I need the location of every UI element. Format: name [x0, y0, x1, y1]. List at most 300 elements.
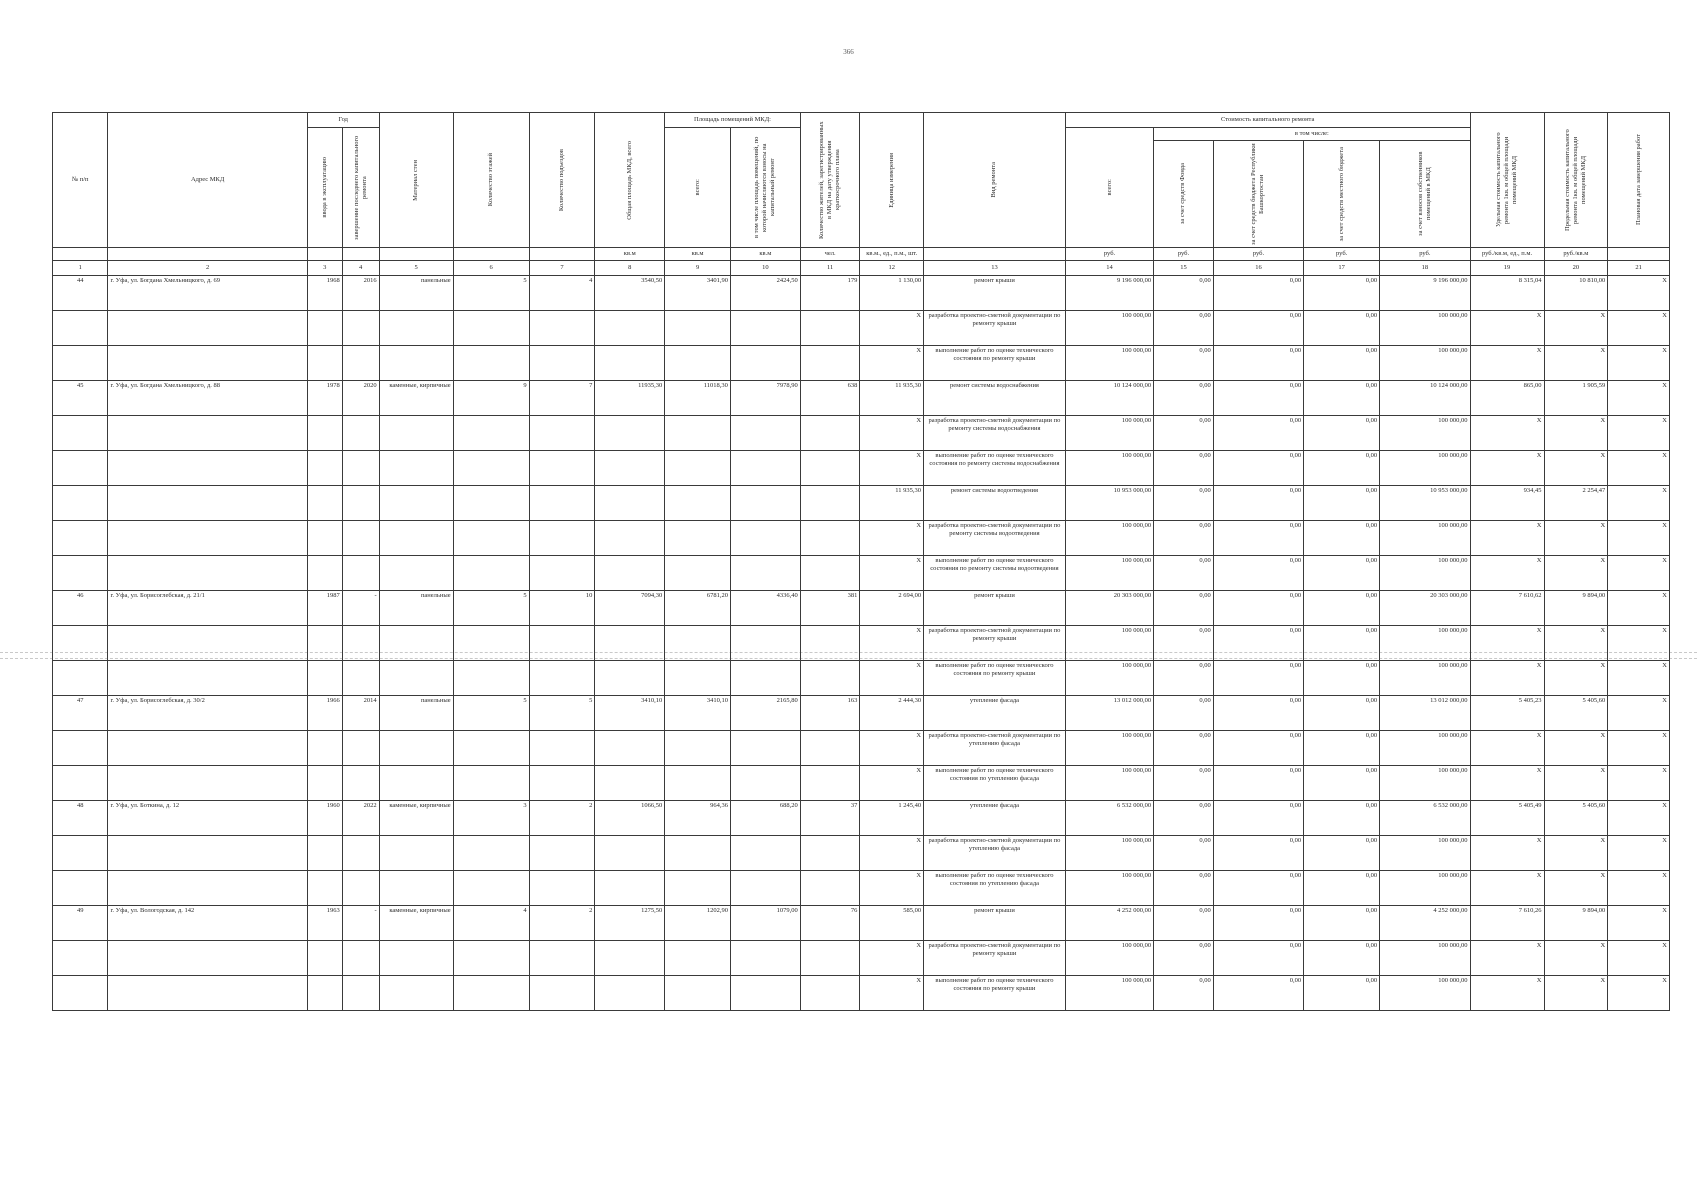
total-area-cell: [595, 731, 665, 766]
unit-value-cell: 1 130,00: [860, 276, 924, 311]
cost-total-cell: 100 000,00: [1065, 416, 1153, 451]
entrances-cell: 10: [529, 591, 595, 626]
header-total-area: Общая площадь МКД, всего: [595, 113, 665, 248]
year-commission-cell: [307, 871, 342, 906]
max-cost-cell: X: [1544, 661, 1608, 696]
local-budget-cell: 0,00: [1304, 731, 1380, 766]
total-area-cell: [595, 976, 665, 1011]
unit-value-cell: 11 935,30: [860, 381, 924, 416]
total-area-cell: 7094,30: [595, 591, 665, 626]
row-number: [53, 486, 108, 521]
entrances-cell: [529, 661, 595, 696]
wall-material-cell: панельные: [379, 696, 453, 731]
cost-total-cell: 10 953 000,00: [1065, 486, 1153, 521]
cost-total-cell: 100 000,00: [1065, 521, 1153, 556]
year-commission-cell: 1963: [307, 906, 342, 941]
row-number: 47: [53, 696, 108, 731]
wall-material-cell: [379, 346, 453, 381]
address-cell: [108, 521, 307, 556]
specific-cost-cell: X: [1470, 941, 1544, 976]
row-number: [53, 731, 108, 766]
row-number: 49: [53, 906, 108, 941]
year-commission-cell: [307, 661, 342, 696]
total-area-cell: [595, 416, 665, 451]
cost-total-cell: 100 000,00: [1065, 346, 1153, 381]
entrances-cell: [529, 731, 595, 766]
plan-date-cell: X: [1608, 521, 1670, 556]
premises-resident-cell: [730, 311, 800, 346]
column-index-cell: 20: [1544, 261, 1608, 276]
address-cell: [108, 941, 307, 976]
specific-cost-cell: X: [1470, 346, 1544, 381]
address-cell: [108, 766, 307, 801]
plan-date-cell: X: [1608, 591, 1670, 626]
plan-date-cell: X: [1608, 416, 1670, 451]
total-area-cell: 3540,50: [595, 276, 665, 311]
column-index-cell: 15: [1154, 261, 1214, 276]
table-row: [53, 906, 1670, 941]
premises-resident-cell: [730, 941, 800, 976]
repair-type-cell: ремонт крыши: [924, 591, 1066, 626]
rb-budget-cell: 0,00: [1213, 801, 1303, 836]
rb-budget-cell: 0,00: [1213, 311, 1303, 346]
repair-type-cell: ремонт системы водоснабжения: [924, 381, 1066, 416]
address-cell: [108, 626, 307, 661]
unit-cell: [342, 248, 379, 261]
fund-cell: 0,00: [1154, 311, 1214, 346]
wall-material-cell: [379, 486, 453, 521]
header-premises-resident: в том числе площадь помещений, по которой начисляются взносы на капитальный ремонт: [730, 128, 800, 248]
repair-type-cell: разработка проектно-сметной документации по утеплению фасада: [924, 836, 1066, 871]
address-cell: [108, 976, 307, 1011]
max-cost-cell: X: [1544, 416, 1608, 451]
header-floors: Количество этажей: [453, 113, 529, 248]
year-commission-cell: [307, 626, 342, 661]
plan-date-cell: X: [1608, 976, 1670, 1011]
local-budget-cell: 0,00: [1304, 941, 1380, 976]
residents-cell: [800, 626, 860, 661]
max-cost-cell: X: [1544, 836, 1608, 871]
premises-resident-cell: [730, 626, 800, 661]
address-cell: г. Уфа, ул. Борисоглебская, д. 21/1: [108, 591, 307, 626]
residents-cell: [800, 451, 860, 486]
residents-cell: [800, 836, 860, 871]
wall-material-cell: [379, 836, 453, 871]
premises-resident-cell: [730, 486, 800, 521]
address-cell: [108, 661, 307, 696]
specific-cost-cell: X: [1470, 871, 1544, 906]
floors-cell: 9: [453, 381, 529, 416]
premises-resident-cell: 688,20: [730, 801, 800, 836]
cost-total-cell: 100 000,00: [1065, 941, 1153, 976]
total-area-cell: [595, 871, 665, 906]
address-cell: [108, 871, 307, 906]
residents-cell: 76: [800, 906, 860, 941]
total-area-cell: 1275,50: [595, 906, 665, 941]
floors-cell: [453, 731, 529, 766]
year-commission-cell: [307, 521, 342, 556]
rb-budget-cell: 0,00: [1213, 556, 1303, 591]
premises-total-cell: [665, 451, 731, 486]
cost-total-cell: 100 000,00: [1065, 311, 1153, 346]
plan-date-cell: X: [1608, 836, 1670, 871]
year-last-repair-cell: 2020: [342, 381, 379, 416]
total-area-cell: [595, 941, 665, 976]
entrances-cell: [529, 626, 595, 661]
entrances-cell: [529, 976, 595, 1011]
floors-cell: [453, 416, 529, 451]
cost-total-cell: 9 196 000,00: [1065, 276, 1153, 311]
rb-budget-cell: 0,00: [1213, 451, 1303, 486]
unit-value-cell: X: [860, 766, 924, 801]
column-index-row: [53, 261, 1670, 276]
entrances-cell: [529, 871, 595, 906]
address-cell: [108, 346, 307, 381]
floors-cell: [453, 661, 529, 696]
premises-resident-cell: [730, 836, 800, 871]
entrances-cell: [529, 556, 595, 591]
wall-material-cell: каменные, кирпичные: [379, 381, 453, 416]
cost-total-cell: 100 000,00: [1065, 556, 1153, 591]
wall-material-cell: [379, 731, 453, 766]
row-number: [53, 871, 108, 906]
capital-repair-table: [52, 112, 1670, 1011]
specific-cost-cell: X: [1470, 766, 1544, 801]
residents-cell: [800, 346, 860, 381]
max-cost-cell: 1 905,59: [1544, 381, 1608, 416]
premises-resident-cell: [730, 731, 800, 766]
residents-cell: 37: [800, 801, 860, 836]
table-row: [53, 556, 1670, 591]
local-budget-cell: 0,00: [1304, 276, 1380, 311]
premises-resident-cell: [730, 416, 800, 451]
header-owners: за счет взносов собственников помещений в МКД: [1380, 141, 1470, 248]
entrances-cell: [529, 836, 595, 871]
rb-budget-cell: 0,00: [1213, 836, 1303, 871]
unit-value-cell: X: [860, 416, 924, 451]
floors-cell: 5: [453, 591, 529, 626]
header-residents: Количество жителей, зарегистрированных в МКД на дату утверждения краткосрочного плана: [800, 113, 860, 248]
repair-type-cell: выполнение работ по оценке технического состояния по ремонту крыши: [924, 661, 1066, 696]
owners-cell: 10 124 000,00: [1380, 381, 1470, 416]
plan-date-cell: X: [1608, 941, 1670, 976]
year-commission-cell: [307, 836, 342, 871]
entrances-cell: 4: [529, 276, 595, 311]
specific-cost-cell: X: [1470, 521, 1544, 556]
address-cell: [108, 556, 307, 591]
cost-total-cell: 100 000,00: [1065, 626, 1153, 661]
cost-total-cell: 20 303 000,00: [1065, 591, 1153, 626]
unit-value-cell: 1 245,40: [860, 801, 924, 836]
fund-cell: 0,00: [1154, 486, 1214, 521]
specific-cost-cell: 934,45: [1470, 486, 1544, 521]
rb-budget-cell: 0,00: [1213, 941, 1303, 976]
entrances-cell: 5: [529, 696, 595, 731]
rb-budget-cell: 0,00: [1213, 696, 1303, 731]
column-index-cell: 5: [379, 261, 453, 276]
residents-cell: [800, 311, 860, 346]
residents-cell: [800, 871, 860, 906]
address-cell: [108, 731, 307, 766]
specific-cost-cell: 7 610,26: [1470, 906, 1544, 941]
owners-cell: 100 000,00: [1380, 731, 1470, 766]
owners-cell: 100 000,00: [1380, 766, 1470, 801]
owners-cell: 100 000,00: [1380, 346, 1470, 381]
header-repair-type: Вид ремонта: [924, 113, 1066, 248]
premises-total-cell: 11018,30: [665, 381, 731, 416]
owners-cell: 100 000,00: [1380, 976, 1470, 1011]
repair-type-cell: выполнение работ по оценке технического состояния по ремонту системы водоснабжения: [924, 451, 1066, 486]
table-row: [53, 661, 1670, 696]
rb-budget-cell: 0,00: [1213, 346, 1303, 381]
floors-cell: [453, 626, 529, 661]
rb-budget-cell: 0,00: [1213, 661, 1303, 696]
max-cost-cell: X: [1544, 871, 1608, 906]
wall-material-cell: панельные: [379, 591, 453, 626]
year-last-repair-cell: [342, 836, 379, 871]
local-budget-cell: 0,00: [1304, 906, 1380, 941]
wall-material-cell: [379, 626, 453, 661]
fund-cell: 0,00: [1154, 451, 1214, 486]
row-number: 46: [53, 591, 108, 626]
floors-cell: [453, 486, 529, 521]
total-area-cell: [595, 521, 665, 556]
column-index-cell: 18: [1380, 261, 1470, 276]
total-area-cell: [595, 766, 665, 801]
rb-budget-cell: 0,00: [1213, 871, 1303, 906]
local-budget-cell: 0,00: [1304, 416, 1380, 451]
year-commission-cell: [307, 976, 342, 1011]
specific-cost-cell: X: [1470, 626, 1544, 661]
entrances-cell: 2: [529, 906, 595, 941]
year-last-repair-cell: -: [342, 906, 379, 941]
table-row: [53, 381, 1670, 416]
row-number: [53, 416, 108, 451]
repair-type-cell: ремонт крыши: [924, 906, 1066, 941]
table-row: [53, 976, 1670, 1011]
repair-type-cell: разработка проектно-сметной документации по утеплению фасада: [924, 731, 1066, 766]
specific-cost-cell: X: [1470, 556, 1544, 591]
unit-cell: кв.м: [730, 248, 800, 261]
cost-total-cell: 4 252 000,00: [1065, 906, 1153, 941]
unit-value-cell: X: [860, 451, 924, 486]
table-row: [53, 836, 1670, 871]
total-area-cell: [595, 836, 665, 871]
residents-cell: 638: [800, 381, 860, 416]
wall-material-cell: [379, 661, 453, 696]
plan-date-cell: X: [1608, 766, 1670, 801]
header-plan-date: Плановая дата завершения работ: [1608, 113, 1670, 248]
premises-total-cell: [665, 416, 731, 451]
premises-total-cell: [665, 346, 731, 381]
repair-type-cell: выполнение работ по оценке технического состояния по утеплению фасада: [924, 766, 1066, 801]
row-number: [53, 626, 108, 661]
premises-total-cell: 1202,90: [665, 906, 731, 941]
unit-cell: [453, 248, 529, 261]
floors-cell: [453, 766, 529, 801]
wall-material-cell: [379, 766, 453, 801]
fund-cell: 0,00: [1154, 626, 1214, 661]
specific-cost-cell: X: [1470, 836, 1544, 871]
wall-material-cell: панельные: [379, 276, 453, 311]
unit-value-cell: X: [860, 521, 924, 556]
header-cost-total: всего:: [1065, 128, 1153, 248]
unit-value-cell: X: [860, 346, 924, 381]
year-last-repair-cell: 2022: [342, 801, 379, 836]
plan-date-cell: X: [1608, 731, 1670, 766]
year-last-repair-cell: [342, 731, 379, 766]
entrances-cell: 7: [529, 381, 595, 416]
column-index-cell: 3: [307, 261, 342, 276]
floors-cell: [453, 871, 529, 906]
entrances-cell: [529, 521, 595, 556]
fund-cell: 0,00: [1154, 521, 1214, 556]
premises-resident-cell: [730, 766, 800, 801]
rb-budget-cell: 0,00: [1213, 521, 1303, 556]
page-number: 366: [843, 48, 854, 56]
year-commission-cell: [307, 556, 342, 591]
premises-total-cell: [665, 556, 731, 591]
table-row: [53, 801, 1670, 836]
specific-cost-cell: 8 315,04: [1470, 276, 1544, 311]
year-last-repair-cell: [342, 556, 379, 591]
fund-cell: 0,00: [1154, 766, 1214, 801]
cost-total-cell: 100 000,00: [1065, 451, 1153, 486]
entrances-cell: [529, 346, 595, 381]
plan-date-cell: X: [1608, 556, 1670, 591]
table-row: [53, 626, 1670, 661]
floors-cell: 4: [453, 906, 529, 941]
year-last-repair-cell: [342, 626, 379, 661]
max-cost-cell: 2 254,47: [1544, 486, 1608, 521]
wall-material-cell: [379, 556, 453, 591]
unit-cell: [379, 248, 453, 261]
rb-budget-cell: 0,00: [1213, 416, 1303, 451]
residents-cell: [800, 416, 860, 451]
address-cell: г. Уфа, ул. Богдана Хмельницкого, д. 69: [108, 276, 307, 311]
repair-type-cell: разработка проектно-сметной документации по ремонту системы водоснабжения: [924, 416, 1066, 451]
local-budget-cell: 0,00: [1304, 346, 1380, 381]
premises-resident-cell: [730, 346, 800, 381]
year-commission-cell: [307, 486, 342, 521]
total-area-cell: 11935,30: [595, 381, 665, 416]
premises-total-cell: [665, 311, 731, 346]
unit-cell: [1608, 248, 1670, 261]
year-last-repair-cell: -: [342, 591, 379, 626]
local-budget-cell: 0,00: [1304, 871, 1380, 906]
specific-cost-cell: X: [1470, 976, 1544, 1011]
owners-cell: 9 196 000,00: [1380, 276, 1470, 311]
row-number: [53, 976, 108, 1011]
address-cell: [108, 451, 307, 486]
column-index-cell: 8: [595, 261, 665, 276]
year-last-repair-cell: [342, 976, 379, 1011]
wall-material-cell: каменные, кирпичные: [379, 906, 453, 941]
premises-resident-cell: 4336,40: [730, 591, 800, 626]
residents-cell: [800, 766, 860, 801]
premises-total-cell: [665, 976, 731, 1011]
unit-cell: кв.м: [665, 248, 731, 261]
local-budget-cell: 0,00: [1304, 626, 1380, 661]
local-budget-cell: 0,00: [1304, 556, 1380, 591]
floors-cell: [453, 451, 529, 486]
year-last-repair-cell: [342, 521, 379, 556]
unit-cell: руб./кв.м, ед., п.м.: [1470, 248, 1544, 261]
rb-budget-cell: 0,00: [1213, 486, 1303, 521]
cost-total-cell: 100 000,00: [1065, 661, 1153, 696]
plan-date-cell: X: [1608, 451, 1670, 486]
column-index-cell: 7: [529, 261, 595, 276]
year-last-repair-cell: [342, 346, 379, 381]
rb-budget-cell: 0,00: [1213, 766, 1303, 801]
specific-cost-cell: X: [1470, 416, 1544, 451]
residents-cell: 179: [800, 276, 860, 311]
row-number: [53, 451, 108, 486]
unit-value-cell: X: [860, 871, 924, 906]
year-last-repair-cell: [342, 311, 379, 346]
year-commission-cell: [307, 346, 342, 381]
repair-type-cell: разработка проектно-сметной документации по ремонту системы водоотведения: [924, 521, 1066, 556]
unit-cell: [108, 248, 307, 261]
max-cost-cell: X: [1544, 766, 1608, 801]
total-area-cell: [595, 311, 665, 346]
repair-type-cell: разработка проектно-сметной документации по ремонту крыши: [924, 311, 1066, 346]
total-area-cell: [595, 486, 665, 521]
fund-cell: 0,00: [1154, 346, 1214, 381]
column-index-cell: 1: [53, 261, 108, 276]
specific-cost-cell: 865,00: [1470, 381, 1544, 416]
local-budget-cell: 0,00: [1304, 836, 1380, 871]
residents-cell: [800, 556, 860, 591]
unit-value-cell: X: [860, 556, 924, 591]
wall-material-cell: каменные, кирпичные: [379, 801, 453, 836]
premises-total-cell: [665, 626, 731, 661]
column-index-cell: 6: [453, 261, 529, 276]
fund-cell: 0,00: [1154, 661, 1214, 696]
column-index-cell: 19: [1470, 261, 1544, 276]
floors-cell: [453, 941, 529, 976]
wall-material-cell: [379, 941, 453, 976]
fund-cell: 0,00: [1154, 556, 1214, 591]
entrances-cell: [529, 451, 595, 486]
header-year-group: Год: [307, 113, 379, 128]
table-row: [53, 486, 1670, 521]
owners-cell: 100 000,00: [1380, 451, 1470, 486]
repair-type-cell: утепление фасада: [924, 696, 1066, 731]
plan-date-cell: X: [1608, 906, 1670, 941]
premises-resident-cell: 2424,50: [730, 276, 800, 311]
column-index-cell: 10: [730, 261, 800, 276]
unit-value-cell: X: [860, 976, 924, 1011]
table-row: [53, 451, 1670, 486]
floors-cell: [453, 521, 529, 556]
premises-total-cell: 3401,90: [665, 276, 731, 311]
row-number: [53, 836, 108, 871]
column-index-cell: 14: [1065, 261, 1153, 276]
column-index-cell: 21: [1608, 261, 1670, 276]
floors-cell: 3: [453, 801, 529, 836]
table-row: [53, 591, 1670, 626]
owners-cell: 100 000,00: [1380, 941, 1470, 976]
units-row: [53, 248, 1670, 261]
fund-cell: 0,00: [1154, 381, 1214, 416]
fund-cell: 0,00: [1154, 941, 1214, 976]
address-cell: г. Уфа, ул. Борисоглебская, д. 30/2: [108, 696, 307, 731]
year-commission-cell: 1978: [307, 381, 342, 416]
wall-material-cell: [379, 976, 453, 1011]
year-commission-cell: 1968: [307, 276, 342, 311]
premises-resident-cell: [730, 976, 800, 1011]
